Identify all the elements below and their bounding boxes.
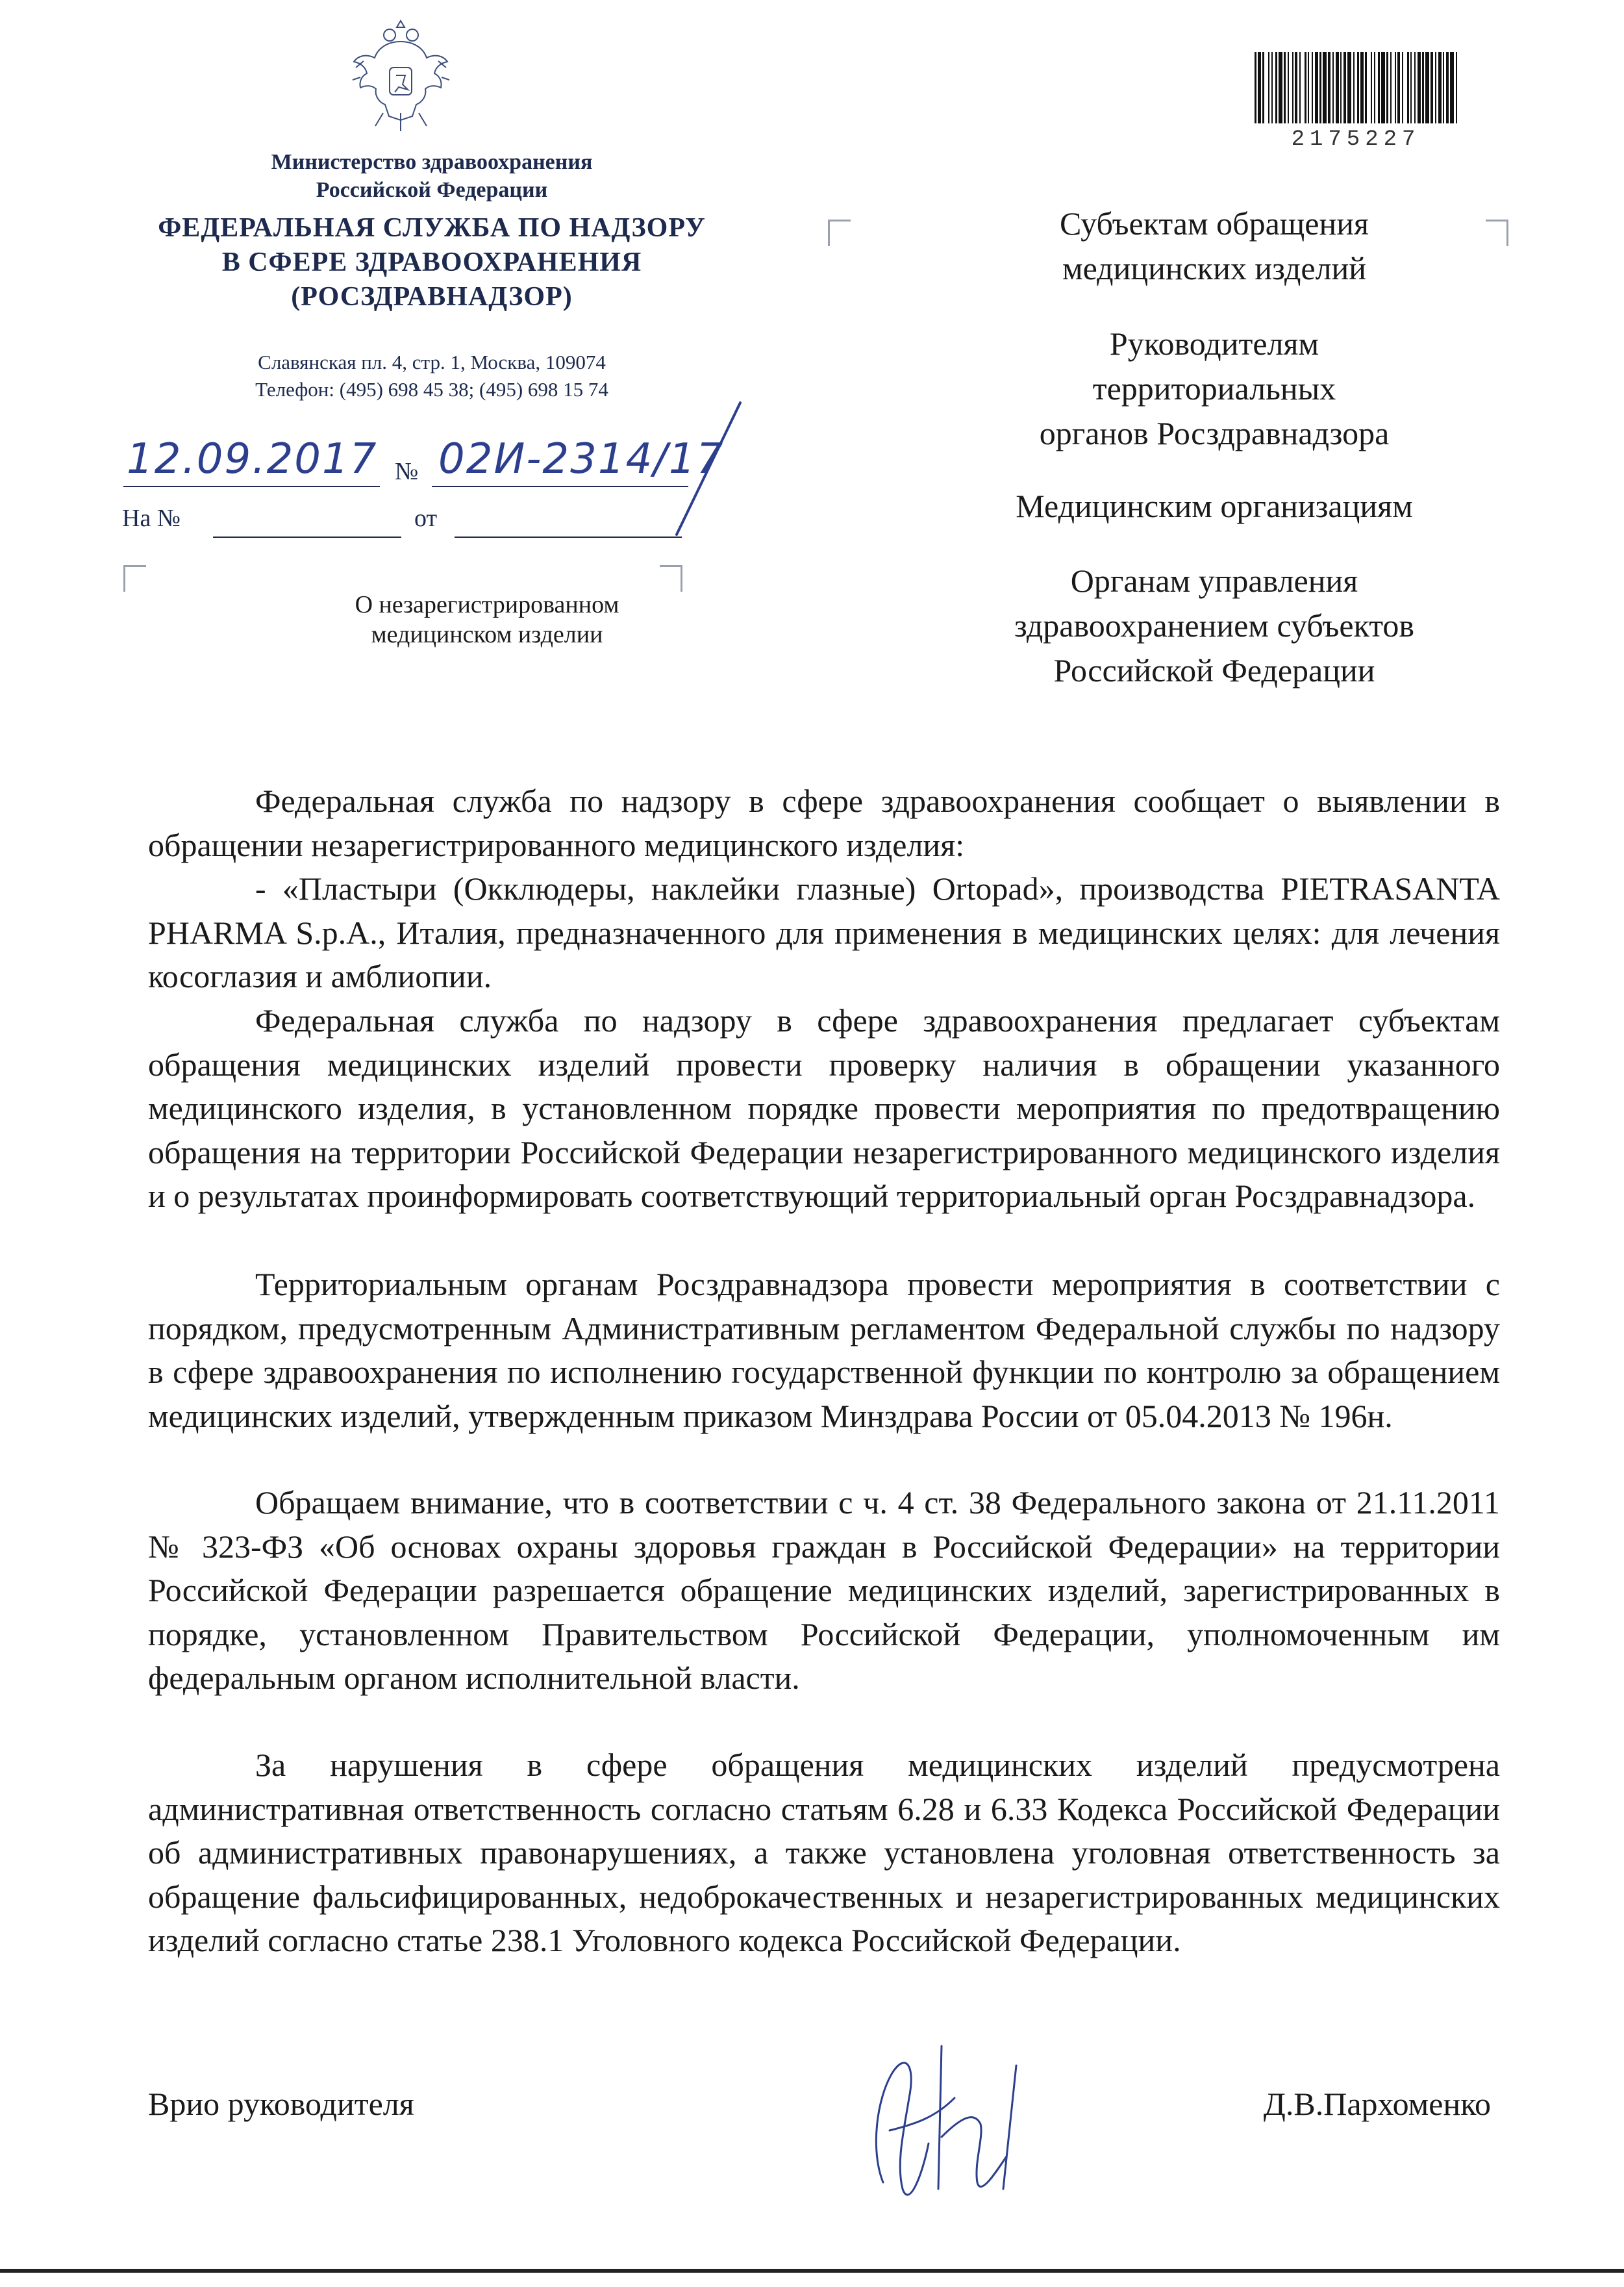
barcode-bar bbox=[1381, 52, 1385, 123]
body-paragraph-4: Территориальным органам Росздравнадзора провести мероприятия в соответствии с порядком, предусмотренным Административным регламентом Федеральной службы по надзору в сфере здравоохранения по исполнению государственной функции по контролю за обращением медицинских изделий, утвержденным приказом Минздрава России от 05.04.2013 № 196н. bbox=[148, 1266, 1500, 1434]
barcode-bar bbox=[1456, 52, 1457, 123]
barcode-bar bbox=[1425, 52, 1429, 123]
addressee-3-line1: Медицинским организациям bbox=[1016, 488, 1413, 524]
barcode-bar bbox=[1323, 52, 1327, 123]
barcode-bar bbox=[1378, 52, 1380, 123]
ministry-name-line1: Министерство здравоохранения bbox=[271, 150, 593, 174]
service-name-line3: (РОСЗДРАВНАДЗОР) bbox=[291, 282, 573, 312]
subject-corner-right bbox=[660, 565, 682, 592]
barcode-bar bbox=[1299, 52, 1301, 123]
barcode-bar bbox=[1357, 52, 1359, 123]
ministry-name-line2: Российской Федерации bbox=[316, 178, 548, 202]
service-phone: Телефон: (495) 698 45 38; (495) 698 15 74 bbox=[255, 378, 608, 401]
barcode-bar bbox=[1365, 52, 1367, 123]
barcode-bar bbox=[1340, 52, 1342, 123]
barcode-bar bbox=[1275, 52, 1277, 123]
barcode-bar bbox=[1371, 52, 1372, 123]
body-paragraph-2: - «Пластыри (Окклюдеры, наклейки глазные) Ortopad», производства PIETRASANTA PHARMA S.p.A., Италия, предназначенного для применения в медицинских целях: для лечения косоглазия и амблиопии. bbox=[148, 870, 1500, 994]
handwritten-slash-mark bbox=[669, 399, 747, 539]
signatory-role: Врио руководителя bbox=[148, 2086, 414, 2122]
barcode-bar bbox=[1386, 52, 1388, 123]
barcode-bar bbox=[1410, 52, 1412, 123]
barcode-bar bbox=[1347, 52, 1351, 123]
signatory-name: Д.В.Пархоменко bbox=[1263, 2086, 1491, 2122]
barcode-bar bbox=[1395, 52, 1396, 123]
barcode-bar bbox=[1292, 52, 1293, 123]
barcode-bar bbox=[1414, 52, 1416, 123]
barcode-bar bbox=[1332, 52, 1334, 123]
reference-from-label: от bbox=[414, 505, 438, 532]
handwritten-date: 12.09.2017 bbox=[127, 435, 378, 483]
barcode-bar bbox=[1435, 52, 1436, 123]
barcode-bar bbox=[1374, 52, 1375, 123]
service-address: Славянская пл. 4, стр. 1, Москва, 109074 bbox=[258, 351, 606, 373]
barcode-bar bbox=[1279, 52, 1282, 123]
barcode-number: 2175227 bbox=[1291, 127, 1421, 152]
addressee-1-line1: Субъектам обращения bbox=[1060, 205, 1369, 242]
barcode-bar bbox=[1288, 52, 1289, 123]
handwritten-number: 02И-2314/17 bbox=[438, 435, 725, 483]
body-paragraph-3: Федеральная служба по надзору в сфере здравоохранения предлагает субъектам обращения медицинских изделий провести проверку наличия в обращении указанного медицинского изделия, в установленном порядке провести мероприятия по предотвращению обращения на территории Российской Федерации незарегистрированного медицинского изделия и о результатах проинформировать соответствующий территориальный орган Росздравнадзора. bbox=[148, 1002, 1500, 1214]
barcode-bar bbox=[1315, 52, 1318, 123]
barcode-bar bbox=[1422, 52, 1424, 123]
service-name-line1: ФЕДЕРАЛЬНАЯ СЛУЖБА ПО НАДЗОРУ bbox=[158, 213, 706, 243]
barcode-bar bbox=[1258, 52, 1261, 123]
barcode-bar bbox=[1438, 52, 1442, 123]
barcode-bar bbox=[1418, 52, 1421, 123]
barcode-bar bbox=[1305, 52, 1306, 123]
barcode-bar bbox=[1336, 52, 1339, 123]
addressee-2-line1: Руководителям bbox=[1109, 325, 1319, 362]
barcode-bar bbox=[1328, 52, 1330, 123]
addressee-2-line3: органов Росздравнадзора bbox=[1039, 415, 1390, 451]
subject-line2: медицинском изделии bbox=[371, 621, 603, 648]
body-paragraph-6: За нарушения в сфере обращения медицинских изделий предусмотрена административная ответственность согласно статьям 6.28 и 6.33 Кодекса Российской Федерации об административных правонарушениях, а также установлена уголовная ответственность за обращение фальсифицированных, недоброкачественных и незарегистрированных медицинских изделий согласно статье 238.1 Уголовного кодекса Российской Федерации. bbox=[148, 1747, 1500, 1958]
barcode-bar bbox=[1262, 52, 1264, 123]
coat-of-arms-emblem bbox=[351, 16, 451, 136]
barcode-bar bbox=[1284, 52, 1286, 123]
barcode-bar bbox=[1319, 52, 1321, 123]
addressee-4-line3: Российской Федерации bbox=[1053, 652, 1375, 689]
body-paragraph-1: Федеральная служба по надзору в сфере здравоохранения сообщает о выявлении в обращении незарегистрированного медицинского изделия: bbox=[148, 783, 1500, 863]
barcode-bar bbox=[1397, 52, 1400, 123]
reference-from-underline bbox=[455, 537, 682, 538]
barcode-bar bbox=[1295, 52, 1297, 123]
barcode-bar bbox=[1430, 52, 1433, 123]
barcode-bar bbox=[1312, 52, 1313, 123]
date-underline bbox=[123, 486, 380, 487]
barcode-bar bbox=[1360, 52, 1364, 123]
addressee-2-line2: территориальных bbox=[1092, 370, 1336, 407]
barcode-bar bbox=[1353, 52, 1355, 123]
subject-line1: О незарегистрированном bbox=[355, 591, 619, 618]
barcode-bar bbox=[1446, 52, 1449, 123]
barcode-bar bbox=[1443, 52, 1444, 123]
barcode-bar bbox=[1450, 52, 1454, 123]
addressee-1-line2: медицинских изделий bbox=[1062, 250, 1367, 286]
body-paragraph-5: Обращаем внимание, что в соответствии с ч. 4 ст. 38 Федерального закона от 21.11.2011 № 323-ФЗ «Об основах охраны здоровья граждан в Российской Федерации» на территории Российской Федерации разрешается обращение медицинских изделий, зарегистрированных в порядке, установленном Правительством Российской Федерации, уполномоченным им федеральным органом исполнительной власти. bbox=[148, 1484, 1500, 1696]
subject-corner-left bbox=[123, 565, 146, 592]
barcode-image bbox=[1252, 52, 1460, 123]
number-label: № bbox=[395, 458, 419, 485]
barcode-bar bbox=[1402, 52, 1403, 123]
addressee-corner-left bbox=[828, 220, 851, 246]
barcode-bar bbox=[1308, 52, 1309, 123]
number-underline bbox=[432, 486, 688, 487]
addressee-corner-right bbox=[1486, 220, 1508, 246]
barcode-bar bbox=[1390, 52, 1392, 123]
reference-number-underline bbox=[213, 537, 401, 538]
barcode-bar bbox=[1343, 52, 1346, 123]
barcode-bar bbox=[1271, 52, 1273, 123]
page-bottom-edge bbox=[0, 2269, 1624, 2273]
reference-number-label: На № bbox=[122, 505, 181, 532]
addressee-4-line1: Органам управления bbox=[1070, 562, 1358, 599]
barcode-bar bbox=[1407, 52, 1409, 123]
addressee-4-line2: здравоохранением субъектов bbox=[1014, 607, 1415, 644]
handwritten-signature bbox=[844, 2020, 1039, 2215]
barcode-bar bbox=[1268, 52, 1269, 123]
barcode-bar bbox=[1255, 52, 1256, 123]
service-name-line2: В СФЕРЕ ЗДРАВООХРАНЕНИЯ bbox=[221, 247, 642, 277]
